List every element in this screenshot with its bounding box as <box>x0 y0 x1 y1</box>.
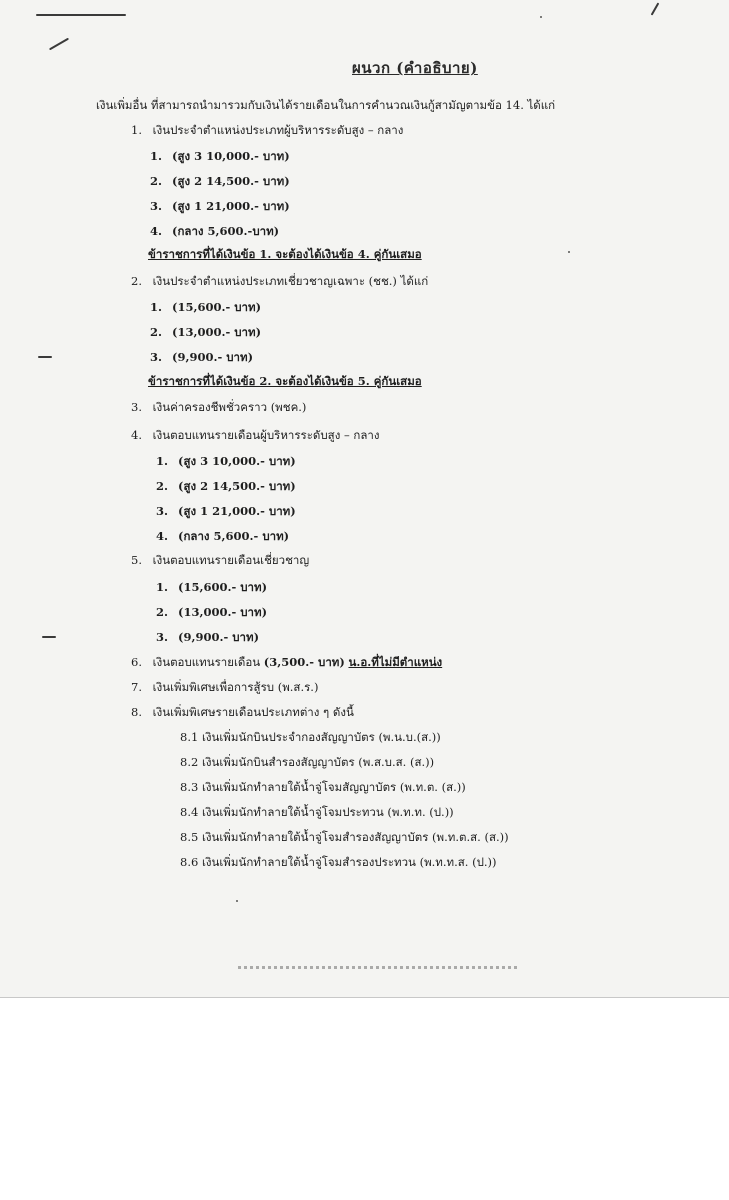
item-5: 5. เงินตอบแทนรายเดือนเชี่ยวชาญ <box>131 553 310 567</box>
item-2-sub-3: 3. (9,900.- บาท) <box>150 350 254 364</box>
bottom-smudge-mark <box>238 966 518 969</box>
item-6: 6. เงินตอบแทนรายเดือน (3,500.- บาท) น.อ.ที่ไม่มีตำแหน่ง <box>131 655 443 669</box>
item-1-sub-1: 1. (สูง 3 10,000.- บาท) <box>150 149 290 163</box>
item-3: 3. เงินค่าครองชีพชั่วคราว (พชค.) <box>131 400 307 414</box>
item-4-sub-3: 3. (สูง 1 21,000.- บาท) <box>156 504 296 518</box>
item-8-sub-3: 8.3 เงินเพิ่มนักทำลายใต้น้ำจู่โจมสัญญาบัตร (พ.ท.ต. (ส.)) <box>180 780 466 794</box>
item-1-sub-3: 3. (สูง 1 21,000.- บาท) <box>150 199 290 213</box>
item-1 <box>131 123 403 137</box>
speck-mark <box>568 251 570 253</box>
item-8-sub-5: 8.5 เงินเพิ่มนักทำลายใต้น้ำจู่โจมสำรองสัญญาบัตร (พ.ท.ต.ส. (ส.)) <box>180 830 509 844</box>
item-2-sub-1: 1. (15,600.- บาท) <box>150 300 262 314</box>
item-7: 7. เงินเพิ่มพิเศษเพื่อการสู้รบ (พ.ส.ร.) <box>131 680 319 694</box>
item-4-sub-4: 4. (กลาง 5,600.- บาท) <box>156 529 290 543</box>
item-5-sub-1: 1. (15,600.- บาท) <box>156 580 268 594</box>
note-1: ข้าราชการที่ได้เงินข้อ 1. จะต้องได้เงินข้อ 4. คู่กันเสมอ <box>148 247 422 261</box>
page-title: ผนวก (คำอธิบาย) <box>352 59 478 77</box>
intro-line: เงินเพิ่มอื่น ที่สามารถนำมารวมกับเงินได้รายเดือนในการคำนวณเงินกู้สามัญตามข้อ 14. ได้แก่ <box>96 98 556 112</box>
margin-dash-mark <box>42 636 56 638</box>
item-8-sub-2: 8.2 เงินเพิ่มนักบินสำรองสัญญาบัตร (พ.ส.บ.ส. (ส.)) <box>180 755 435 769</box>
item-1-sub-2: 2. (สูง 2 14,500.- บาท) <box>150 174 290 188</box>
intro-text <box>96 98 555 112</box>
corner-stroke-mark <box>651 2 660 15</box>
note-2: ข้าราชการที่ได้เงินข้อ 2. จะต้องได้เงินข้อ 5. คู่กันเสมอ <box>148 374 422 388</box>
item-5-sub-3: 3. (9,900.- บาท) <box>156 630 260 644</box>
item-8: 8. เงินเพิ่มพิเศษรายเดือนประเภทต่าง ๆ ดังนี้ <box>131 705 354 719</box>
item-8-sub-6: 8.6 เงินเพิ่มนักทำลายใต้น้ำจู่โจมสำรองประทวน (พ.ท.ท.ส. (ป.)) <box>180 855 497 869</box>
item-4: 4. เงินตอบแทนรายเดือนผู้บริหารระดับสูง – กลาง <box>131 428 380 442</box>
item-8-sub-1: 8.1 เงินเพิ่มนักบินประจำกองสัญญาบัตร (พ.น.บ.(ส.)) <box>180 730 441 744</box>
item-1-sub-4: 4. (กลาง 5,600.-บาท) <box>150 224 280 238</box>
item-5-sub-2: 2. (13,000.- บาท) <box>156 605 268 619</box>
item-number: 1. <box>131 123 142 137</box>
item-4-sub-2: 2. (สูง 2 14,500.- บาท) <box>156 479 296 493</box>
top-rule-mark <box>36 14 126 16</box>
item-4-sub-1: 1. (สูง 3 10,000.- บาท) <box>156 454 296 468</box>
margin-dash-mark <box>38 356 52 358</box>
item-8-sub-4: 8.4 เงินเพิ่มนักทำลายใต้น้ำจู่โจมประทวน (พ.ท.ท. (ป.)) <box>180 805 454 819</box>
pen-stroke-mark <box>49 38 69 51</box>
item-2-sub-2: 2. (13,000.- บาท) <box>150 325 262 339</box>
speck-mark <box>236 900 238 902</box>
item-label: เงินประจำตำแหน่งประเภทผู้บริหารระดับสูง – กลาง <box>152 123 404 137</box>
item-2: 2. เงินประจำตำแหน่งประเภทเชี่ยวชาญเฉพาะ (ชช.) ได้แก่ <box>131 274 429 288</box>
speck-mark <box>540 16 542 18</box>
